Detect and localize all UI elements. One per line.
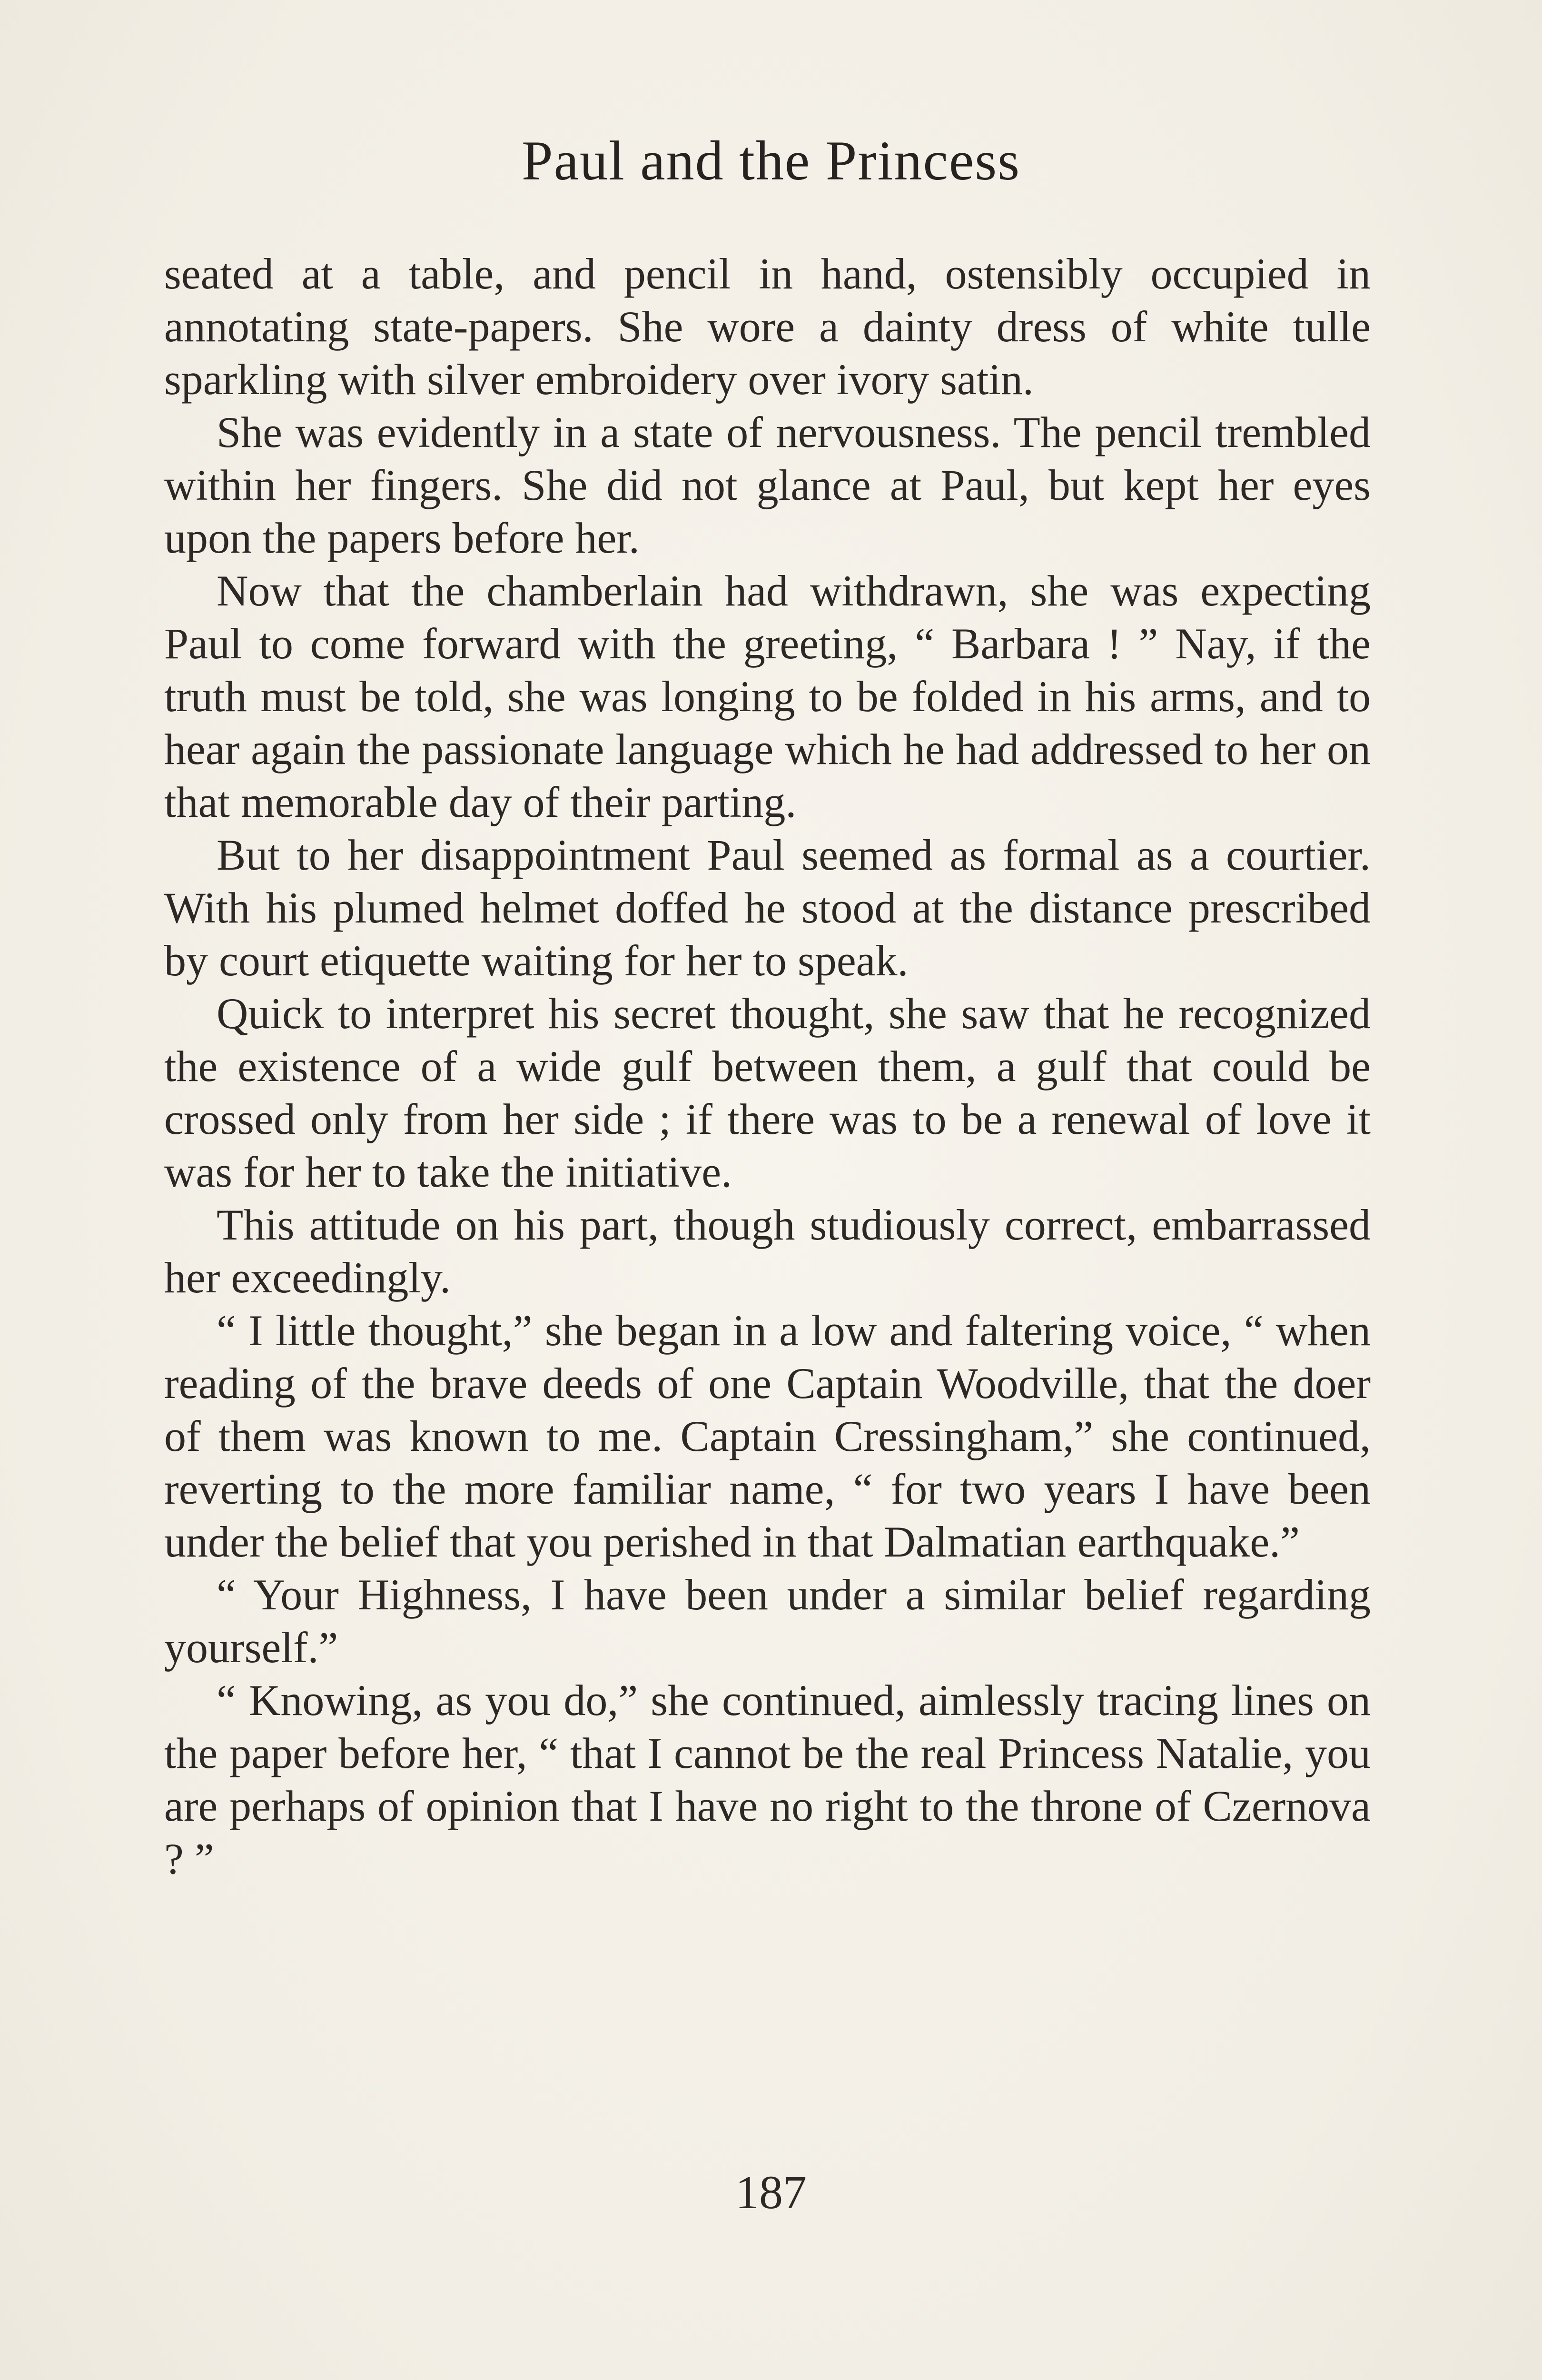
paragraph: “ Knowing, as you do,” she continued, aimlessly tracing lines on the paper before her, “ that I cannot be the real Princess Natalie, you are perhaps of opinion that I have no right to the throne of Czernova ? ” bbox=[164, 1676, 1371, 1883]
paragraph: Now that the chamberlain had withdrawn, she was expecting Paul to come forward with the greeting, “ Barbara ! ” Nay, if the truth must be told, she was longing to be folded in his arms, and to hear again the passionate language which he had addressed to her on that memorable day of their parting. bbox=[164, 566, 1371, 826]
paragraph: Quick to interpret his secret thought, she saw that he recognized the existence of a wide gulf between them, a gulf that could be crossed only from her side ; if there was to be a renewal of love it was for her to take the initiative. bbox=[164, 989, 1371, 1196]
paragraph: “ I little thought,” she began in a low and faltering voice, “ when reading of the brave deeds of one Captain Woodville, that the doer of them was known to me. Captain Cressingham,” she continued, reverting to the more familiar name, “ for two years I have been under the belief that you perished in that Dalmatian earthquake.” bbox=[164, 1306, 1371, 1566]
body-text bbox=[164, 248, 1371, 1885]
paragraph: This attitude on his part, though studiously correct, embarrassed her exceedingly. bbox=[164, 1200, 1371, 1302]
page-number: 187 bbox=[735, 2166, 807, 2219]
paragraph: She was evidently in a state of nervousness. The pencil trembled within her fingers. She did not glance at Paul, but kept her eyes upon the papers before her. bbox=[164, 408, 1371, 562]
paragraph-continuation: seated at a table, and pencil in hand, ostensibly occupied in annotating state-papers. She wore a dainty dress of white tulle sparkling with silver embroidery over ivory satin. bbox=[164, 249, 1371, 404]
paragraph: “ Your Highness, I have been under a similar belief regarding yourself.” bbox=[164, 1570, 1371, 1672]
paragraph: But to her disappointment Paul seemed as formal as a courtier. With his plumed helmet doffed he stood at the distance prescribed by court etiquette waiting for her to speak. bbox=[164, 831, 1371, 985]
running-head: Paul and the Princess bbox=[521, 129, 1021, 192]
